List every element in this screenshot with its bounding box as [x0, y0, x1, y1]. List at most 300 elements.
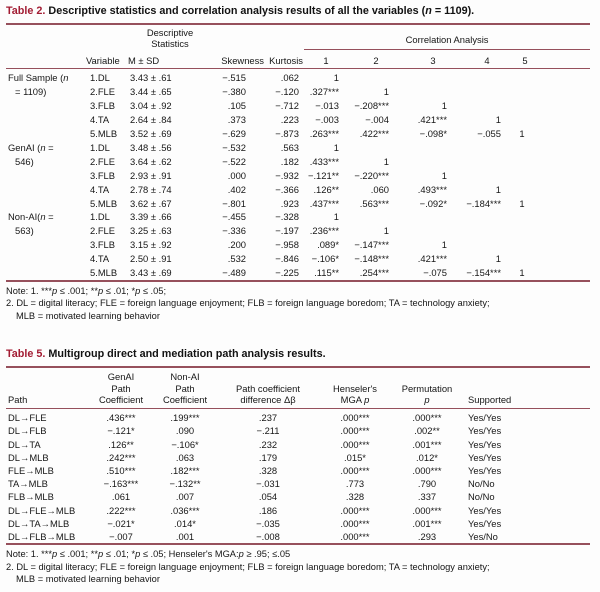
cell-mga: .000***: [340, 504, 370, 516]
cell-kurtosis: −.932: [275, 169, 299, 181]
cell-nonai: .007: [175, 491, 195, 503]
header-spacer: [6, 49, 86, 69]
cell-corr-4: [462, 155, 512, 169]
table2-row: [6, 85, 590, 99]
header-spacer: [264, 25, 304, 49]
cell-group: GenAI (n =: [8, 141, 54, 153]
cell-path: FLE→MLB: [8, 464, 54, 476]
row-spacer: [546, 504, 590, 517]
table2-header: [6, 25, 590, 69]
table2-row: [6, 113, 590, 127]
cell-group: [6, 99, 86, 113]
cell-corr-1: .327***: [309, 86, 339, 98]
cell-msd: 3.64 ± .62: [130, 155, 172, 167]
table5-row: [6, 409, 590, 425]
cell-kurtosis: −.225: [275, 267, 299, 279]
cell-group: [6, 266, 86, 281]
table2-caption-label: Table 2.: [6, 5, 46, 17]
cell-skewness: .532: [227, 253, 246, 265]
cell-corr-5: [512, 183, 538, 197]
cell-group: [6, 113, 86, 127]
table2-row: [6, 210, 590, 224]
table2-caption: [6, 3, 590, 25]
cell-corr-4: [462, 99, 512, 113]
col-corr-5: 5: [512, 49, 538, 69]
cell-corr-4: −.055: [477, 128, 501, 140]
cell-corr-2: 1: [383, 225, 389, 237]
col-corr-1: 1: [304, 49, 348, 69]
table2-row: [6, 99, 590, 113]
cell-corr-5: 1: [519, 197, 525, 209]
table2-section: [6, 3, 590, 322]
cell-msd: 3.04 ± .92: [130, 100, 172, 112]
cell-genai: .061: [111, 491, 131, 503]
header-spacer: [538, 49, 590, 69]
table5-caption-label: Table 5.: [6, 348, 46, 361]
cell-nonai: .090: [175, 425, 195, 437]
cell-corr-3: 1: [441, 169, 447, 181]
row-spacer: [546, 409, 590, 425]
cell-variable: 3.FLB: [90, 169, 116, 181]
note-line: Note: 1. ***p ≤ .001; **p ≤ .01; *p ≤ .05; Henseler's MGA:p ≥ .95; ≤.05: [6, 549, 291, 560]
cell-corr-3: .493***: [417, 183, 447, 195]
cell-supported: Yes/Yes: [468, 412, 502, 424]
cell-perm: .000***: [412, 504, 442, 516]
cell-msd: 3.15 ± .92: [130, 239, 172, 251]
col-path-coefficient-difference: Path coefficient difference Δβ: [218, 368, 318, 408]
cell-skewness: .402: [227, 183, 246, 195]
table2-row: [6, 266, 590, 281]
cell-path: DL→FLE→MLB: [8, 504, 76, 516]
cell-corr-2: −.147***: [354, 239, 389, 251]
cell-supported: Yes/Yes: [468, 464, 502, 476]
cell-genai: .126**: [108, 438, 134, 450]
cell-skewness: −.515: [222, 72, 246, 84]
cell-perm: .337: [417, 491, 437, 503]
cell-corr-2: −.004: [365, 114, 389, 126]
row-spacer: [538, 69, 590, 85]
row-spacer: [538, 210, 590, 224]
table2-body: [6, 69, 590, 281]
cell-diff: .232: [258, 438, 278, 450]
col-henselers-mga-p: Henseler's MGA p: [318, 368, 392, 408]
cell-supported: Yes/Yes: [468, 517, 502, 529]
table2-caption-text: Descriptive statistics and correlation analysis results of all the variables (n = 1109).: [48, 5, 475, 17]
cell-skewness: −.489: [222, 267, 246, 279]
cell-perm: .012*: [416, 451, 438, 463]
cell-corr-2: .422***: [359, 128, 389, 140]
row-spacer: [538, 155, 590, 169]
cell-diff: −.211: [256, 425, 280, 437]
cell-group: [6, 183, 86, 197]
row-spacer: [538, 252, 590, 266]
cell-perm: .000***: [412, 464, 442, 476]
cell-corr-4: [462, 210, 512, 224]
cell-diff: −.035: [256, 517, 280, 529]
cell-msd: 3.52 ± .69: [130, 128, 172, 140]
table2-row: [6, 69, 590, 85]
cell-corr-5: [512, 210, 538, 224]
cell-group: [6, 197, 86, 211]
cell-corr-1: .433***: [309, 155, 339, 167]
cell-msd: 3.62 ± .67: [130, 197, 172, 209]
cell-perm: .000***: [412, 412, 442, 424]
cell-kurtosis: −.328: [275, 211, 299, 223]
cell-variable: 2.FLE: [90, 225, 116, 237]
table5-row: [6, 517, 590, 530]
table2: [6, 25, 590, 282]
row-spacer: [546, 464, 590, 477]
row-spacer: [546, 424, 590, 437]
cell-genai: .436***: [106, 412, 136, 424]
cell-corr-4: [462, 238, 512, 252]
cell-variable: 5.MLB: [90, 267, 118, 279]
cell-group: Non-AI(n =: [8, 211, 54, 223]
cell-diff: .186: [258, 504, 278, 516]
cell-supported: Yes/Yes: [468, 438, 502, 450]
cell-corr-1: 1: [333, 72, 339, 84]
table5-row: [6, 424, 590, 437]
note-line: Note: 1. ***p ≤ .001; **p ≤ .01; *p ≤ .05;: [6, 286, 167, 296]
cell-corr-5: [512, 169, 538, 183]
row-spacer: [546, 438, 590, 451]
cell-kurtosis: −.846: [275, 253, 299, 265]
cell-corr-2: [348, 141, 404, 155]
cell-corr-5: [512, 224, 538, 238]
cell-corr-2: .563***: [359, 197, 389, 209]
cell-skewness: −.455: [222, 211, 246, 223]
cell-variable: 4.TA: [90, 253, 110, 265]
row-spacer: [546, 490, 590, 503]
cell-corr-5: [512, 238, 538, 252]
cell-msd: 3.39 ± .66: [130, 211, 172, 223]
col-non-ai-path-coefficient: Non-AI Path Coefficient: [152, 368, 218, 408]
cell-nonai: .036***: [170, 504, 200, 516]
row-spacer: [538, 169, 590, 183]
cell-kurtosis: .182: [280, 155, 299, 167]
cell-group: [6, 169, 86, 183]
cell-corr-4: −.184***: [466, 197, 501, 209]
cell-skewness: −.532: [222, 141, 246, 153]
table5-header: [6, 368, 590, 408]
cell-path: TA→MLB: [8, 478, 48, 490]
table2-row: [6, 169, 590, 183]
cell-corr-3: −.098*: [419, 128, 447, 140]
cell-corr-3: 1: [441, 100, 447, 112]
cell-corr-3: [404, 210, 462, 224]
cell-corr-4: 1: [495, 114, 501, 126]
cell-skewness: −.522: [222, 155, 246, 167]
cell-corr-1: 1: [333, 211, 339, 223]
cell-corr-3: [404, 155, 462, 169]
cell-mga: .000***: [340, 464, 370, 476]
cell-diff: −.008: [256, 530, 280, 542]
cell-kurtosis: −.366: [275, 183, 299, 195]
cell-kurtosis: −.873: [275, 128, 299, 140]
cell-corr-4: [462, 85, 512, 99]
cell-path: DL→TA→MLB: [8, 517, 70, 529]
descriptive-statistics-header: Descriptive Statistics: [146, 27, 194, 49]
cell-variable: 3.FLB: [90, 239, 116, 251]
cell-supported: Yes/Yes: [468, 451, 502, 463]
cell-kurtosis: .062: [280, 72, 299, 84]
cell-genai: −.121*: [107, 425, 135, 437]
cell-corr-5: [512, 155, 538, 169]
cell-nonai: −.132**: [169, 478, 201, 490]
row-spacer: [538, 224, 590, 238]
cell-nonai: .063: [175, 451, 195, 463]
cell-genai: .510***: [106, 464, 136, 476]
cell-group: [6, 127, 86, 141]
cell-corr-2: −.208***: [354, 100, 389, 112]
cell-path: DL→MLB: [8, 451, 49, 463]
cell-nonai: .199***: [170, 412, 200, 424]
cell-diff: .054: [258, 491, 278, 503]
col-genai-path-coefficient: GenAI Path Coefficient: [90, 368, 152, 408]
cell-perm: .001***: [412, 438, 442, 450]
cell-genai: .222***: [106, 504, 136, 516]
cell-skewness: .000: [227, 169, 246, 181]
cell-variable: 5.MLB: [90, 128, 118, 140]
table2-row: [6, 224, 590, 238]
header-spacer: [212, 25, 264, 49]
row-spacer: [538, 127, 590, 141]
cell-corr-1: .115**: [314, 267, 339, 279]
cell-corr-5: 1: [519, 267, 525, 279]
table5-row: [6, 464, 590, 477]
cell-skewness: −.629: [222, 128, 246, 140]
table5-caption-text: Multigroup direct and mediation path analysis results.: [48, 348, 326, 361]
cell-kurtosis: −.958: [275, 239, 299, 251]
row-spacer: [538, 197, 590, 211]
table2-row: [6, 127, 590, 141]
cell-corr-5: [512, 252, 538, 266]
col-skewness: Skewness: [212, 49, 264, 69]
cell-corr-3: [404, 224, 462, 238]
cell-variable: 1.DL: [90, 141, 110, 153]
cell-group: = 1109): [15, 86, 47, 98]
cell-kurtosis: .923: [280, 197, 299, 209]
cell-corr-1: .236***: [309, 225, 339, 237]
col-corr-4: 4: [462, 49, 512, 69]
cell-kurtosis: .223: [280, 114, 299, 126]
cell-corr-4: −.154***: [466, 267, 501, 279]
note-line: 2. DL = digital literacy; FLE = foreign language enjoyment; FLB = foreign language boredom; TA = technology anxiety;: [6, 561, 490, 572]
cell-corr-3: [404, 141, 462, 155]
cell-perm: .790: [417, 478, 437, 490]
cell-path: DL→TA: [8, 438, 41, 450]
cell-variable: 1.DL: [90, 211, 110, 223]
table5-section: [6, 346, 590, 585]
table5-row: [6, 504, 590, 517]
cell-variable: 1.DL: [90, 72, 110, 84]
table2-row: [6, 197, 590, 211]
cell-nonai: .182***: [170, 464, 200, 476]
cell-corr-5: [512, 141, 538, 155]
cell-kurtosis: −.120: [275, 86, 299, 98]
table5-row: [6, 477, 590, 490]
cell-corr-2: .254***: [359, 267, 389, 279]
table5: [6, 368, 590, 545]
table2-row: [6, 155, 590, 169]
cell-corr-1: .089*: [317, 239, 339, 251]
cell-nonai: −.106*: [171, 438, 199, 450]
cell-perm: .002**: [414, 425, 440, 437]
row-spacer: [538, 183, 590, 197]
table5-notes: [6, 548, 590, 585]
cell-corr-1: .437***: [309, 197, 339, 209]
cell-nonai: .014*: [174, 517, 196, 529]
cell-corr-1: −.013: [315, 100, 339, 112]
cell-corr-3: .421***: [417, 114, 447, 126]
cell-corr-5: [512, 85, 538, 99]
cell-corr-2: [348, 69, 404, 85]
cell-variable: 4.TA: [90, 183, 110, 195]
cell-corr-5: [512, 69, 538, 85]
table2-row: [6, 238, 590, 252]
cell-mga: .773: [345, 478, 365, 490]
cell-skewness: .105: [227, 100, 246, 112]
cell-corr-1: .263***: [309, 128, 339, 140]
table5-row: [6, 490, 590, 503]
cell-skewness: .373: [227, 114, 246, 126]
cell-corr-4: [462, 224, 512, 238]
cell-msd: 2.78 ± .74: [130, 183, 172, 195]
cell-mga: .000***: [340, 517, 370, 529]
cell-corr-1: 1: [333, 141, 339, 153]
cell-skewness: .200: [227, 239, 246, 251]
table2-row: [6, 141, 590, 155]
cell-perm: .293: [417, 530, 437, 542]
col-path: Path: [6, 368, 90, 408]
cell-diff: −.031: [256, 478, 280, 490]
row-spacer: [546, 517, 590, 530]
cell-kurtosis: .563: [280, 141, 299, 153]
cell-mga: .015*: [344, 451, 366, 463]
cell-corr-3: −.092*: [419, 197, 447, 209]
cell-mga: .328: [345, 491, 365, 503]
cell-group: Full Sample (n: [8, 72, 69, 84]
cell-msd: 3.48 ± .56: [130, 141, 172, 153]
row-spacer: [538, 99, 590, 113]
row-spacer: [538, 85, 590, 99]
cell-corr-4: [462, 69, 512, 85]
cell-diff: .328: [258, 464, 278, 476]
col-corr-2: 2: [348, 49, 404, 69]
cell-supported: Yes/Yes: [468, 504, 502, 516]
cell-path: FLB→MLB: [8, 491, 54, 503]
cell-variable: 5.MLB: [90, 197, 118, 209]
cell-genai: −.163***: [103, 478, 139, 490]
row-spacer: [546, 477, 590, 490]
cell-corr-3: [404, 85, 462, 99]
cell-corr-2: 1: [383, 86, 389, 98]
col-permutation-p: Permutation p: [392, 368, 462, 408]
cell-corr-2: 1: [383, 155, 389, 167]
cell-corr-3: .421***: [417, 253, 447, 265]
cell-perm: .001***: [412, 517, 442, 529]
cell-corr-1: −.106*: [311, 253, 339, 265]
cell-mga: .000***: [340, 425, 370, 437]
row-spacer: [546, 451, 590, 464]
cell-variable: 3.FLB: [90, 100, 116, 112]
row-spacer: [538, 113, 590, 127]
row-spacer: [538, 141, 590, 155]
cell-nonai: .001: [175, 530, 195, 542]
cell-msd: 3.43 ± .69: [130, 267, 172, 279]
cell-corr-1: .126**: [313, 183, 339, 195]
cell-corr-4: 1: [495, 183, 501, 195]
cell-corr-3: [404, 69, 462, 85]
cell-msd: 3.43 ± .61: [130, 72, 172, 84]
cell-mga: .000***: [340, 530, 370, 542]
cell-path: DL→FLB→MLB: [8, 530, 76, 542]
cell-corr-2: .060: [370, 183, 389, 195]
cell-skewness: −.801: [222, 197, 246, 209]
table2-row: [6, 252, 590, 266]
cell-group: [6, 252, 86, 266]
cell-corr-2: −.148***: [354, 253, 389, 265]
cell-diff: .237: [258, 412, 278, 424]
row-spacer: [546, 530, 590, 544]
cell-corr-2: [348, 210, 404, 224]
cell-corr-5: [512, 113, 538, 127]
cell-group: [6, 238, 86, 252]
note-line: 2. DL = digital literacy; FLE = foreign language enjoyment; FLB = foreign language boredom; TA = technology anxiety;: [6, 298, 490, 309]
cell-msd: 2.64 ± .84: [130, 114, 172, 126]
cell-corr-3: −.075: [423, 267, 447, 279]
cell-supported: Yes/No: [468, 530, 498, 542]
cell-variable: 4.TA: [90, 114, 110, 126]
col-kurtosis: Kurtosis: [264, 49, 304, 69]
cell-genai: .242***: [106, 451, 136, 463]
cell-msd: 3.44 ± .65: [130, 86, 172, 98]
cell-corr-1: −.003: [315, 114, 339, 126]
header-spacer: [6, 25, 128, 49]
table2-row: [6, 183, 590, 197]
cell-mga: .000***: [340, 412, 370, 424]
cell-corr-5: 1: [519, 128, 525, 140]
cell-supported: No/No: [468, 478, 495, 490]
cell-kurtosis: −.712: [275, 100, 299, 112]
cell-msd: 2.93 ± .91: [130, 169, 172, 181]
col-supported: Supported: [462, 368, 546, 408]
cell-diff: .179: [258, 451, 278, 463]
col-msd: M ± SD: [128, 49, 212, 69]
note-line: MLB = motivated learning behavior: [16, 310, 160, 321]
cell-variable: 2.FLE: [90, 155, 116, 167]
cell-mga: .000***: [340, 438, 370, 450]
cell-corr-4: [462, 169, 512, 183]
note-line: MLB = motivated learning behavior: [16, 573, 160, 584]
cell-corr-2: −.220***: [354, 169, 389, 181]
cell-genai: −.021*: [107, 517, 135, 529]
row-spacer: [538, 238, 590, 252]
cell-kurtosis: −.197: [275, 225, 299, 237]
table5-body: [6, 409, 590, 545]
table2-notes: [6, 285, 590, 322]
cell-skewness: −.380: [222, 86, 246, 98]
cell-msd: 2.50 ± .91: [130, 253, 172, 265]
table5-caption: [6, 346, 590, 368]
table5-row: [6, 530, 590, 544]
cell-supported: Yes/Yes: [468, 425, 502, 437]
cell-corr-4: [462, 141, 512, 155]
correlation-analysis-header: Correlation Analysis: [304, 25, 590, 49]
cell-path: DL→FLE: [8, 412, 47, 424]
cell-group: 563): [15, 225, 34, 237]
cell-path: DL→FLB: [8, 425, 47, 437]
